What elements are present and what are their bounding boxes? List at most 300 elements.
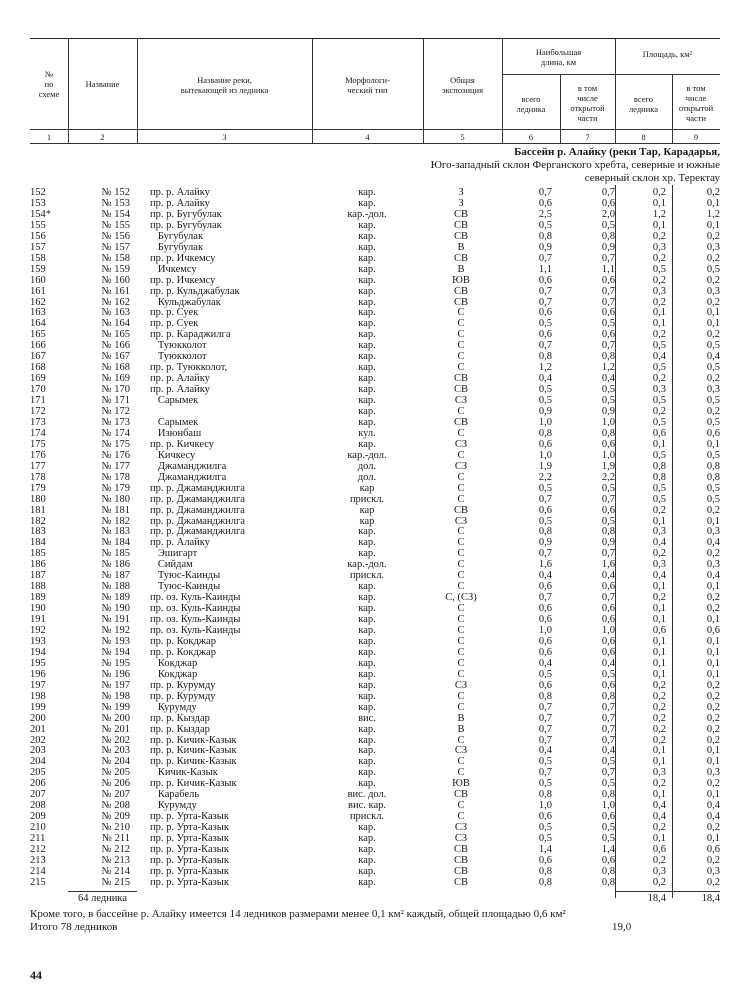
cell-morph-type: кар. xyxy=(358,362,376,374)
table-row xyxy=(30,340,720,351)
cell-scheme-number: 186 xyxy=(30,559,46,571)
cell-length-total: 1,4 xyxy=(538,844,552,855)
cell-length-total: 1,0 xyxy=(538,416,552,428)
cell-scheme-number: 187 xyxy=(30,570,46,582)
cell-river-name: пр. р. Ичкемсу xyxy=(150,252,216,264)
cell-scheme-number: 205 xyxy=(30,767,46,779)
cell-scheme-number: 173 xyxy=(30,416,46,428)
cell-glacier-name: № 199 xyxy=(101,701,130,713)
cell-area-total: 0,1 xyxy=(652,515,666,527)
cell-exposure: С xyxy=(457,427,465,439)
cell-length-total: 0,5 xyxy=(538,384,552,396)
cell-river-name: Кичик-Казык xyxy=(150,767,218,779)
cell-morph-type: кар. xyxy=(358,241,376,253)
cell-morph-type: кар. xyxy=(358,734,376,746)
cell-area-total: 0,5 xyxy=(652,493,666,505)
cell-scheme-number: 185 xyxy=(30,548,46,560)
cell-area-open: 0,5 xyxy=(706,449,720,461)
cell-area-open: 0,2 xyxy=(706,406,720,417)
cell-length-open: 0,5 xyxy=(601,822,615,834)
cell-morph-type: кар. xyxy=(358,230,376,242)
table-row xyxy=(30,505,720,516)
cell-area-open: 0,2 xyxy=(706,854,720,866)
cell-scheme-number: 164 xyxy=(30,318,46,330)
cell-glacier-name: № 183 xyxy=(101,526,130,538)
cell-length-open: 0,5 xyxy=(601,668,615,680)
cell-glacier-name: № 156 xyxy=(101,230,130,242)
cell-glacier-name: № 188 xyxy=(101,581,130,593)
cell-morph-type: кар. xyxy=(358,285,376,297)
cell-length-total: 0,5 xyxy=(538,822,552,834)
cell-length-open: 1,4 xyxy=(601,844,615,855)
cell-length-open: 0,8 xyxy=(601,230,615,242)
cell-length-total: 0,9 xyxy=(538,241,552,253)
basin-title: Бассейн р. Алайку (реки Тар, Карадарья, xyxy=(514,146,720,158)
cell-exposure: С xyxy=(457,318,465,330)
cell-length-open: 0,4 xyxy=(601,570,615,582)
cell-length-total: 0,8 xyxy=(538,789,552,801)
table-row xyxy=(30,877,720,888)
cell-length-open: 1,6 xyxy=(601,559,615,571)
cell-length-open: 0,9 xyxy=(601,537,615,549)
cell-length-open: 0,8 xyxy=(601,427,615,439)
cell-morph-type: кар.-дол. xyxy=(347,559,387,571)
cell-exposure: С xyxy=(457,537,465,549)
cell-morph-type: вис. кар. xyxy=(348,800,386,812)
cell-exposure: В xyxy=(457,723,465,735)
cell-length-open: 0,8 xyxy=(601,351,615,363)
cell-length-open: 0,7 xyxy=(601,723,615,735)
cell-area-open: 0,3 xyxy=(706,526,720,538)
table-row xyxy=(30,307,720,318)
cell-exposure: С xyxy=(457,351,465,363)
table-row xyxy=(30,614,720,625)
cell-exposure: С xyxy=(457,767,465,779)
cell-glacier-name: № 213 xyxy=(101,854,130,866)
cell-scheme-number: 202 xyxy=(30,734,46,746)
cell-length-total: 0,4 xyxy=(538,745,552,757)
cell-exposure: ЮВ xyxy=(452,274,470,286)
cell-area-open: 0,1 xyxy=(706,635,720,647)
cell-morph-type: кар. xyxy=(358,723,376,735)
cell-morph-type: кар.-дол. xyxy=(347,208,387,220)
cell-river-name: пр. р. Кичик-Казык xyxy=(150,778,237,790)
cell-scheme-number: 171 xyxy=(30,395,46,407)
cell-exposure: СЗ xyxy=(454,745,468,757)
cell-length-total: 1,9 xyxy=(538,460,552,472)
cell-scheme-number: 193 xyxy=(30,635,46,647)
cell-exposure: С xyxy=(457,526,465,538)
cell-area-total: 0,1 xyxy=(652,657,666,669)
cell-river-name: Джаманджилга xyxy=(150,460,227,472)
header-col-5: Общая экспозиция xyxy=(441,75,484,95)
cell-scheme-number: 178 xyxy=(30,471,46,483)
cell-scheme-number: 180 xyxy=(30,493,46,505)
cell-area-open: 0,2 xyxy=(706,230,720,242)
cell-morph-type: кар. xyxy=(358,625,376,636)
cell-scheme-number: 188 xyxy=(30,581,46,593)
cell-area-open: 0,2 xyxy=(706,690,720,702)
cell-area-total: 0,2 xyxy=(652,822,666,834)
cell-length-total: 0,7 xyxy=(538,285,552,297)
cell-glacier-name: № 214 xyxy=(101,865,130,877)
colnum-6: 6 xyxy=(528,132,534,142)
cell-morph-type: кар. xyxy=(358,548,376,560)
cell-river-name: Бугубулак xyxy=(150,241,204,253)
cell-length-open: 2,2 xyxy=(601,471,615,483)
cell-area-total: 0,1 xyxy=(652,438,666,450)
cell-morph-type: кар xyxy=(359,504,375,516)
cell-length-total: 0,6 xyxy=(538,438,552,450)
cell-glacier-name: № 169 xyxy=(101,373,130,385)
cell-length-total: 1,0 xyxy=(538,800,552,812)
cell-length-open: 1,9 xyxy=(601,460,615,472)
cell-scheme-number: 183 xyxy=(30,526,46,538)
cell-length-total: 2,2 xyxy=(538,471,552,483)
cell-morph-type: кул. xyxy=(358,427,376,439)
cell-morph-type: кар. xyxy=(358,603,376,615)
cell-river-name: пр. р. Урта-Казык xyxy=(150,833,229,845)
cell-area-open: 0,3 xyxy=(706,285,720,297)
cell-area-total: 0,2 xyxy=(652,274,666,286)
table-row xyxy=(30,275,720,286)
cell-morph-type: кар xyxy=(359,515,375,527)
cell-river-name: пр. р. Ичкемсу xyxy=(150,274,216,286)
cell-river-name: Туюкколот xyxy=(150,340,207,352)
cell-glacier-name: № 186 xyxy=(101,559,130,571)
cell-morph-type: кар. xyxy=(358,865,376,877)
cell-length-open: 0,8 xyxy=(601,865,615,877)
cell-area-open: 0,2 xyxy=(706,296,720,308)
table-row xyxy=(30,439,720,450)
table-header xyxy=(30,38,720,144)
cell-glacier-name: № 207 xyxy=(101,789,130,801)
cell-glacier-name: № 206 xyxy=(101,778,130,790)
cell-length-total: 0,9 xyxy=(538,537,552,549)
cell-morph-type: кар. xyxy=(358,187,376,198)
cell-length-total: 0,4 xyxy=(538,373,552,385)
cell-exposure: В xyxy=(457,241,465,253)
cell-morph-type: кар. xyxy=(358,690,376,702)
cell-exposure: С xyxy=(457,570,465,582)
cell-scheme-number: 198 xyxy=(30,690,46,702)
cell-area-total: 0,1 xyxy=(652,833,666,845)
cell-scheme-number: 179 xyxy=(30,482,46,494)
cell-glacier-name: № 211 xyxy=(101,833,130,845)
table-row xyxy=(30,231,720,242)
table-row xyxy=(30,198,720,209)
cell-glacier-name: № 168 xyxy=(101,362,130,374)
cell-morph-type: кар. xyxy=(358,329,376,341)
cell-glacier-name: № 193 xyxy=(101,635,130,647)
cell-river-name: пр. р. Джаманджилга xyxy=(150,526,245,538)
cell-river-name: пр. р. Кичик-Казык xyxy=(150,745,237,757)
cell-area-open: 0,4 xyxy=(706,811,720,823)
cell-area-open: 0,2 xyxy=(706,187,720,198)
cell-length-open: 0,7 xyxy=(601,734,615,746)
cell-area-open: 0,1 xyxy=(706,745,720,757)
cell-length-total: 1,1 xyxy=(538,263,552,275)
cell-scheme-number: 207 xyxy=(30,789,46,801)
cell-area-total: 0,8 xyxy=(652,471,666,483)
cell-scheme-number: 169 xyxy=(30,373,46,385)
table-row xyxy=(30,811,720,822)
cell-area-total: 0,5 xyxy=(652,395,666,407)
cell-glacier-name: № 192 xyxy=(101,625,130,636)
cell-scheme-number: 206 xyxy=(30,778,46,790)
cell-area-open: 0,4 xyxy=(706,351,720,363)
cell-river-name: пр. р. Караджилга xyxy=(150,329,231,341)
cell-exposure: СВ xyxy=(453,384,468,396)
cell-length-open: 0,8 xyxy=(601,789,615,801)
cell-glacier-name: № 182 xyxy=(101,515,130,527)
cell-river-name: пр. оз. Куль-Каинды xyxy=(150,592,241,604)
cell-glacier-name: № 210 xyxy=(101,822,130,834)
cell-length-total: 0,8 xyxy=(538,230,552,242)
cell-length-total: 0,7 xyxy=(538,723,552,735)
cell-river-name: пр. р. Кыздар xyxy=(150,723,210,735)
cell-area-open: 0,2 xyxy=(706,734,720,746)
cell-exposure: С xyxy=(457,471,465,483)
cell-length-open: 1,0 xyxy=(601,449,615,461)
cell-area-total: 0,4 xyxy=(652,800,666,812)
cell-area-total: 0,2 xyxy=(652,778,666,790)
cell-length-total: 0,5 xyxy=(538,756,552,768)
cell-length-total: 0,6 xyxy=(538,646,552,658)
cell-glacier-name: № 157 xyxy=(101,241,130,253)
cell-area-open: 0,1 xyxy=(706,438,720,450)
cell-glacier-name: № 179 xyxy=(101,482,130,494)
cell-area-total: 0,5 xyxy=(652,482,666,494)
table-row xyxy=(30,702,720,713)
cell-river-name: пр. р. Кичкесу xyxy=(150,438,215,450)
table-row xyxy=(30,833,720,844)
cell-exposure: С xyxy=(457,406,465,417)
cell-morph-type: кар. xyxy=(358,876,376,888)
cell-length-open: 0,6 xyxy=(601,307,615,319)
cell-scheme-number: 153 xyxy=(30,197,46,209)
cell-morph-type: кар. xyxy=(358,384,376,396)
cell-area-open: 0,3 xyxy=(706,384,720,396)
cell-glacier-name: № 178 xyxy=(101,471,130,483)
cell-morph-type: кар. xyxy=(358,252,376,264)
cell-exposure: С, (СЗ) xyxy=(445,592,477,604)
cell-exposure: С xyxy=(457,329,465,341)
cell-scheme-number: 158 xyxy=(30,252,46,264)
table-row xyxy=(30,724,720,735)
cell-area-open: 0,5 xyxy=(706,263,720,275)
cell-river-name: пр. р. Курумду xyxy=(150,679,216,691)
cell-area-total: 0,1 xyxy=(652,581,666,593)
cell-exposure: СЗ xyxy=(454,438,468,450)
cell-area-open: 0,6 xyxy=(706,844,720,855)
cell-glacier-name: № 201 xyxy=(101,723,130,735)
cell-glacier-name: № 160 xyxy=(101,274,130,286)
summary-count: 64 ледника xyxy=(77,893,128,904)
cell-glacier-name: № 175 xyxy=(101,438,130,450)
cell-length-open: 0,5 xyxy=(601,384,615,396)
cell-area-open: 0,4 xyxy=(706,800,720,812)
cell-length-total: 0,8 xyxy=(538,865,552,877)
colnum-9: 9 xyxy=(693,132,699,142)
cell-length-open: 0,6 xyxy=(601,614,615,626)
cell-morph-type: кар. xyxy=(358,657,376,669)
cell-river-name: Эшигарт xyxy=(150,548,198,560)
cell-river-name: пр. р. Алайку xyxy=(150,197,210,209)
cell-exposure: С xyxy=(457,800,465,812)
cell-length-open: 0,7 xyxy=(601,592,615,604)
cell-length-total: 0,8 xyxy=(538,690,552,702)
cell-scheme-number: 163 xyxy=(30,307,46,319)
cell-length-open: 0,6 xyxy=(601,274,615,286)
cell-exposure: С xyxy=(457,811,465,823)
cell-area-total: 0,3 xyxy=(652,559,666,571)
cell-area-total: 0,1 xyxy=(652,646,666,658)
cell-river-name: пр. р. Алайку xyxy=(150,537,210,549)
cell-scheme-number: 165 xyxy=(30,329,46,341)
cell-area-open: 0,2 xyxy=(706,373,720,385)
footer-total-label: Итого 78 ледников xyxy=(30,921,118,933)
cell-exposure: СВ xyxy=(453,252,468,264)
cell-area-open: 0,6 xyxy=(706,427,720,439)
cell-exposure: С xyxy=(457,635,465,647)
cell-morph-type: кар. xyxy=(358,263,376,275)
table-row xyxy=(30,625,720,636)
cell-length-total: 0,7 xyxy=(538,187,552,198)
cell-area-total: 0,2 xyxy=(652,712,666,724)
cell-river-name: пр. р. Урта-Казык xyxy=(150,822,229,834)
table-row xyxy=(30,362,720,373)
table-row xyxy=(30,559,720,570)
cell-length-total: 0,8 xyxy=(538,427,552,439)
cell-scheme-number: 215 xyxy=(30,876,46,888)
cell-length-total: 0,6 xyxy=(538,307,552,319)
cell-exposure: СВ xyxy=(453,854,468,866)
cell-morph-type: кар xyxy=(359,482,375,494)
footer-total-value: 19,0 xyxy=(612,921,632,933)
cell-morph-type: кар. xyxy=(358,351,376,363)
header-col-1: № по схеме xyxy=(38,69,60,99)
summary-total-area: 18,4 xyxy=(647,893,666,904)
cell-length-open: 1,0 xyxy=(601,625,615,636)
table-row xyxy=(30,494,720,505)
cell-exposure: В xyxy=(457,263,465,275)
cell-glacier-name: № 184 xyxy=(101,537,130,549)
cell-area-open: 0,1 xyxy=(706,646,720,658)
cell-river-name: пр. оз. Куль-Каинды xyxy=(150,614,241,626)
cell-river-name: Курумду xyxy=(150,800,197,812)
cell-morph-type: кар. xyxy=(358,438,376,450)
cell-river-name: пр. р. Джаманджилга xyxy=(150,493,245,505)
cell-exposure: С xyxy=(457,559,465,571)
cell-river-name: пр. р. Джаманджилга xyxy=(150,482,245,494)
cell-exposure: СВ xyxy=(453,844,468,855)
cell-scheme-number: 210 xyxy=(30,822,46,834)
cell-length-open: 0,6 xyxy=(601,504,615,516)
cell-area-open: 0,2 xyxy=(706,778,720,790)
cell-area-total: 0,3 xyxy=(652,241,666,253)
cell-glacier-name: № 202 xyxy=(101,734,130,746)
cell-length-open: 0,6 xyxy=(601,197,615,209)
cell-morph-type: вис. дол. xyxy=(347,789,387,801)
cell-scheme-number: 168 xyxy=(30,362,46,374)
cell-glacier-name: № 172 xyxy=(101,406,130,417)
cell-area-open: 0,3 xyxy=(706,559,720,571)
table-row xyxy=(30,450,720,461)
cell-glacier-name: № 163 xyxy=(101,307,130,319)
header-col-9: в том числе открытой части xyxy=(678,83,714,123)
cell-exposure: СВ xyxy=(453,230,468,242)
cell-area-total: 0,4 xyxy=(652,537,666,549)
table-row xyxy=(30,428,720,439)
cell-length-open: 2,0 xyxy=(601,208,615,220)
cell-area-open: 0,6 xyxy=(706,625,720,636)
cell-scheme-number: 199 xyxy=(30,701,46,713)
cell-area-open: 0,1 xyxy=(706,668,720,680)
cell-exposure: С xyxy=(457,340,465,352)
cell-length-total: 1,6 xyxy=(538,559,552,571)
cell-area-open: 0,2 xyxy=(706,504,720,516)
cell-river-name: пр. р. Джаманджилга xyxy=(150,504,245,516)
cell-length-total: 0,5 xyxy=(538,668,552,680)
table-row xyxy=(30,713,720,724)
cell-scheme-number: 213 xyxy=(30,854,46,866)
cell-length-total: 0,5 xyxy=(538,395,552,407)
cell-exposure: ЮВ xyxy=(452,778,470,790)
cell-morph-type: кар. xyxy=(358,614,376,626)
cell-exposure: СЗ xyxy=(454,833,468,845)
cell-glacier-name: № 181 xyxy=(101,504,130,516)
cell-scheme-number: 203 xyxy=(30,745,46,757)
cell-river-name: Курумду xyxy=(150,701,197,713)
cell-exposure: С xyxy=(457,548,465,560)
cell-glacier-name: № 180 xyxy=(101,493,130,505)
cell-length-total: 0,6 xyxy=(538,329,552,341)
cell-scheme-number: 214 xyxy=(30,865,46,877)
cell-river-name: пр. р. Урта-Казык xyxy=(150,854,229,866)
cell-exposure: СВ xyxy=(453,285,468,297)
cell-scheme-number: 166 xyxy=(30,340,46,352)
cell-river-name: пр. оз. Куль-Каинды xyxy=(150,603,241,615)
cell-scheme-number: 162 xyxy=(30,296,46,308)
cell-scheme-number: 212 xyxy=(30,844,46,855)
cell-exposure: СВ xyxy=(453,789,468,801)
cell-glacier-name: № 166 xyxy=(101,340,130,352)
cell-scheme-number: 177 xyxy=(30,460,46,472)
table-row xyxy=(30,756,720,767)
cell-area-open: 0,5 xyxy=(706,362,720,374)
cell-length-open: 0,7 xyxy=(601,701,615,713)
cell-area-open: 0,1 xyxy=(706,197,720,209)
cell-morph-type: прискл. xyxy=(349,493,385,505)
cell-morph-type: кар. xyxy=(358,592,376,604)
cell-length-total: 0,7 xyxy=(538,340,552,352)
cell-area-total: 0,2 xyxy=(652,734,666,746)
cell-area-open: 0,1 xyxy=(706,789,720,801)
colnum-8: 8 xyxy=(641,132,646,142)
cell-scheme-number: 174 xyxy=(30,427,46,439)
cell-length-open: 0,7 xyxy=(601,296,615,308)
cell-area-total: 0,2 xyxy=(652,187,666,198)
cell-length-open: 0,5 xyxy=(601,778,615,790)
cell-length-open: 0,6 xyxy=(601,603,615,615)
cell-scheme-number: 211 xyxy=(30,833,46,845)
cell-exposure: СЗ xyxy=(454,515,468,527)
cell-area-open: 0,4 xyxy=(706,537,720,549)
cell-length-open: 0,6 xyxy=(601,811,615,823)
cell-glacier-name: № 176 xyxy=(101,449,130,461)
colnum-3: 3 xyxy=(222,132,227,142)
